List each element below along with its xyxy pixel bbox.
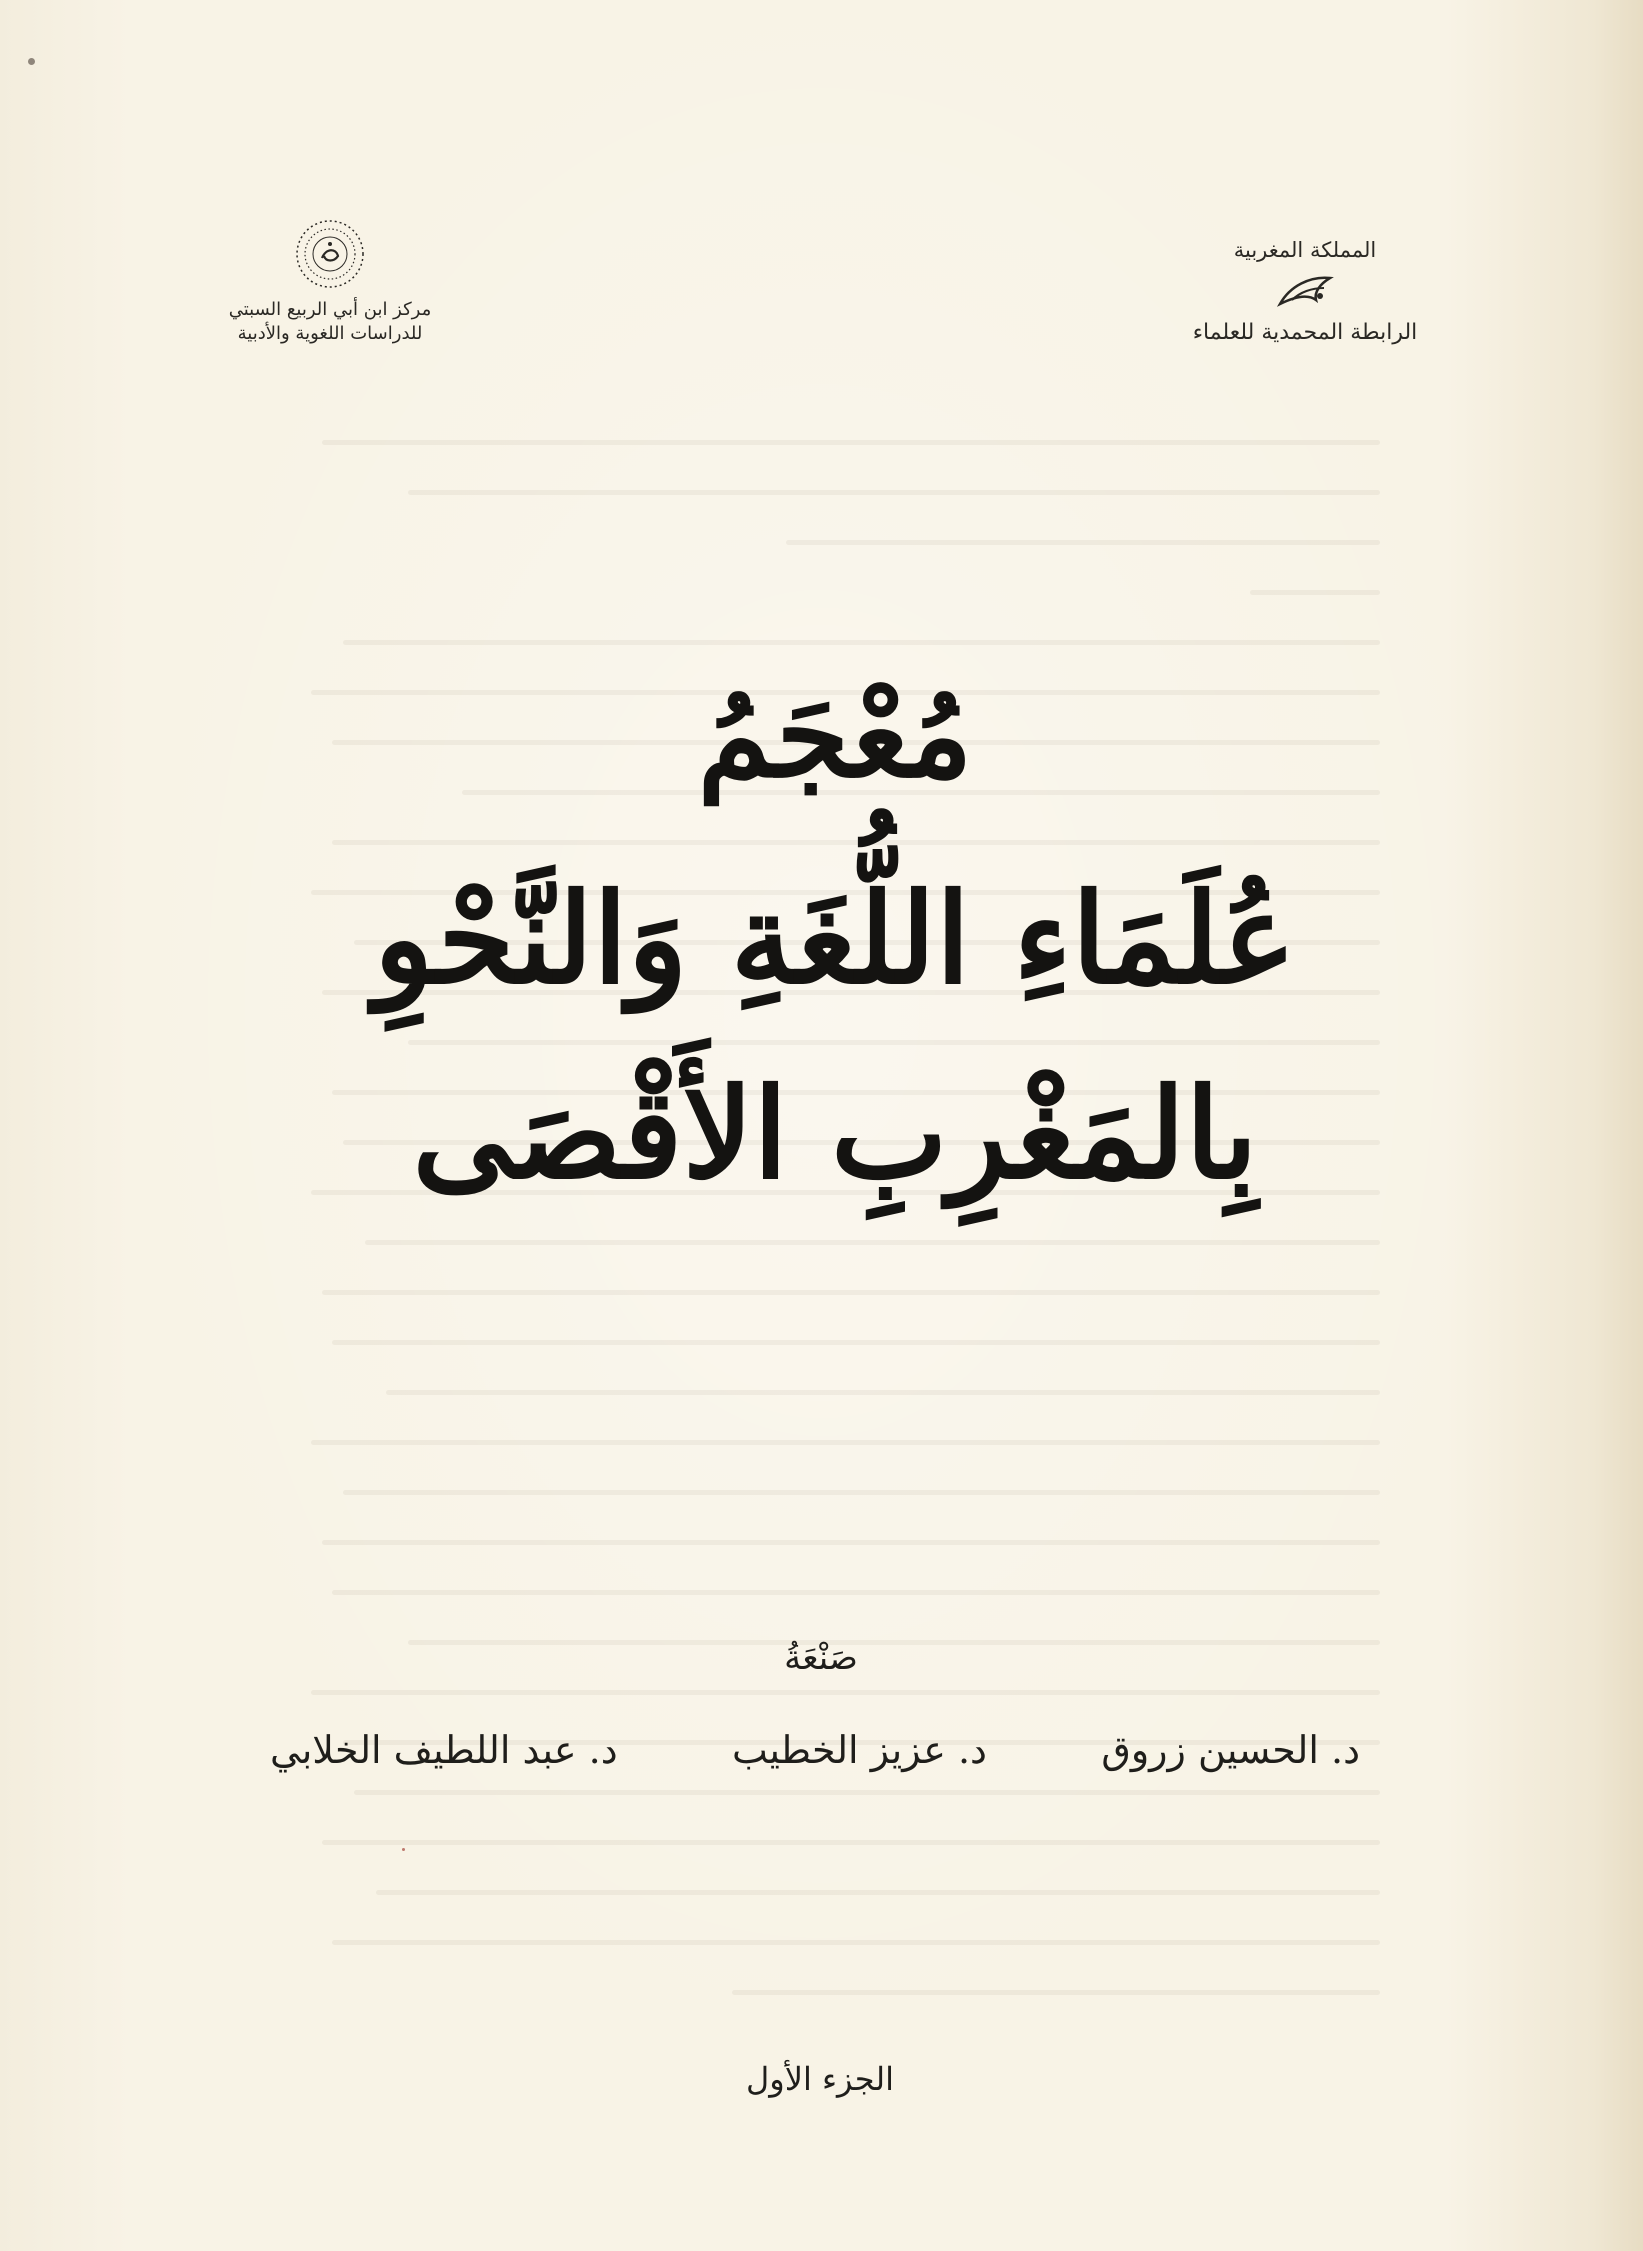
- rabita-logo-block: [1185, 238, 1425, 345]
- ink-spot: [28, 58, 35, 65]
- title-line-2: عُلَمَاءِ اللُّغَةِ وَالنَّحْوِ: [373, 867, 1297, 1012]
- show-through-line: [322, 1840, 1380, 1845]
- center-logo-block: [225, 218, 435, 346]
- show-through-line: [354, 1790, 1380, 1795]
- show-through-line: [732, 1990, 1380, 1995]
- show-through-line: [332, 1340, 1380, 1345]
- show-through-line: [332, 1940, 1380, 1945]
- authors-list: [270, 1728, 1360, 1772]
- show-through-line: [343, 1490, 1380, 1495]
- show-through-line: [322, 1290, 1380, 1295]
- show-through-line: [376, 1890, 1380, 1895]
- show-through-line: [786, 540, 1380, 545]
- rabita-emblem-icon: [1270, 266, 1340, 316]
- show-through-line: [343, 640, 1380, 645]
- show-through-line: [332, 1590, 1380, 1595]
- show-through-line: [408, 490, 1380, 495]
- show-through-line: [386, 1390, 1380, 1395]
- author-name: د. عبد اللطيف الخلابي: [270, 1728, 618, 1772]
- circular-calligraphy-seal-icon: [294, 218, 366, 290]
- show-through-line: [311, 1440, 1380, 1445]
- show-through-line: [1250, 590, 1380, 595]
- show-through-line: [311, 1690, 1380, 1695]
- kingdom-label: المملكة المغربية: [1233, 238, 1377, 262]
- show-through-line: [322, 440, 1380, 445]
- ink-spot: [402, 1848, 405, 1851]
- title-line-3: بِالمَغْرِبِ الأَقْصَى: [412, 1062, 1258, 1207]
- show-through-line: [322, 1540, 1380, 1545]
- center-name: مركز ابن أبي الربيع السبتي: [228, 299, 432, 320]
- title-line-1: مُعْجَمُ: [697, 665, 973, 804]
- league-label: الرابطة المحمدية للعلماء: [1192, 320, 1418, 345]
- compiled-by-label: صَنْعَةُ: [784, 1638, 858, 1678]
- volume-label: الجزء الأول: [745, 2060, 894, 2098]
- show-through-line: [365, 1240, 1380, 1245]
- author-name: د. عزيز الخطيب: [732, 1728, 987, 1772]
- author-name: د. الحسين زروق: [1101, 1728, 1360, 1772]
- book-title: [260, 650, 1410, 1230]
- center-subtitle: للدراسات اللغوية والأدبية: [237, 323, 423, 344]
